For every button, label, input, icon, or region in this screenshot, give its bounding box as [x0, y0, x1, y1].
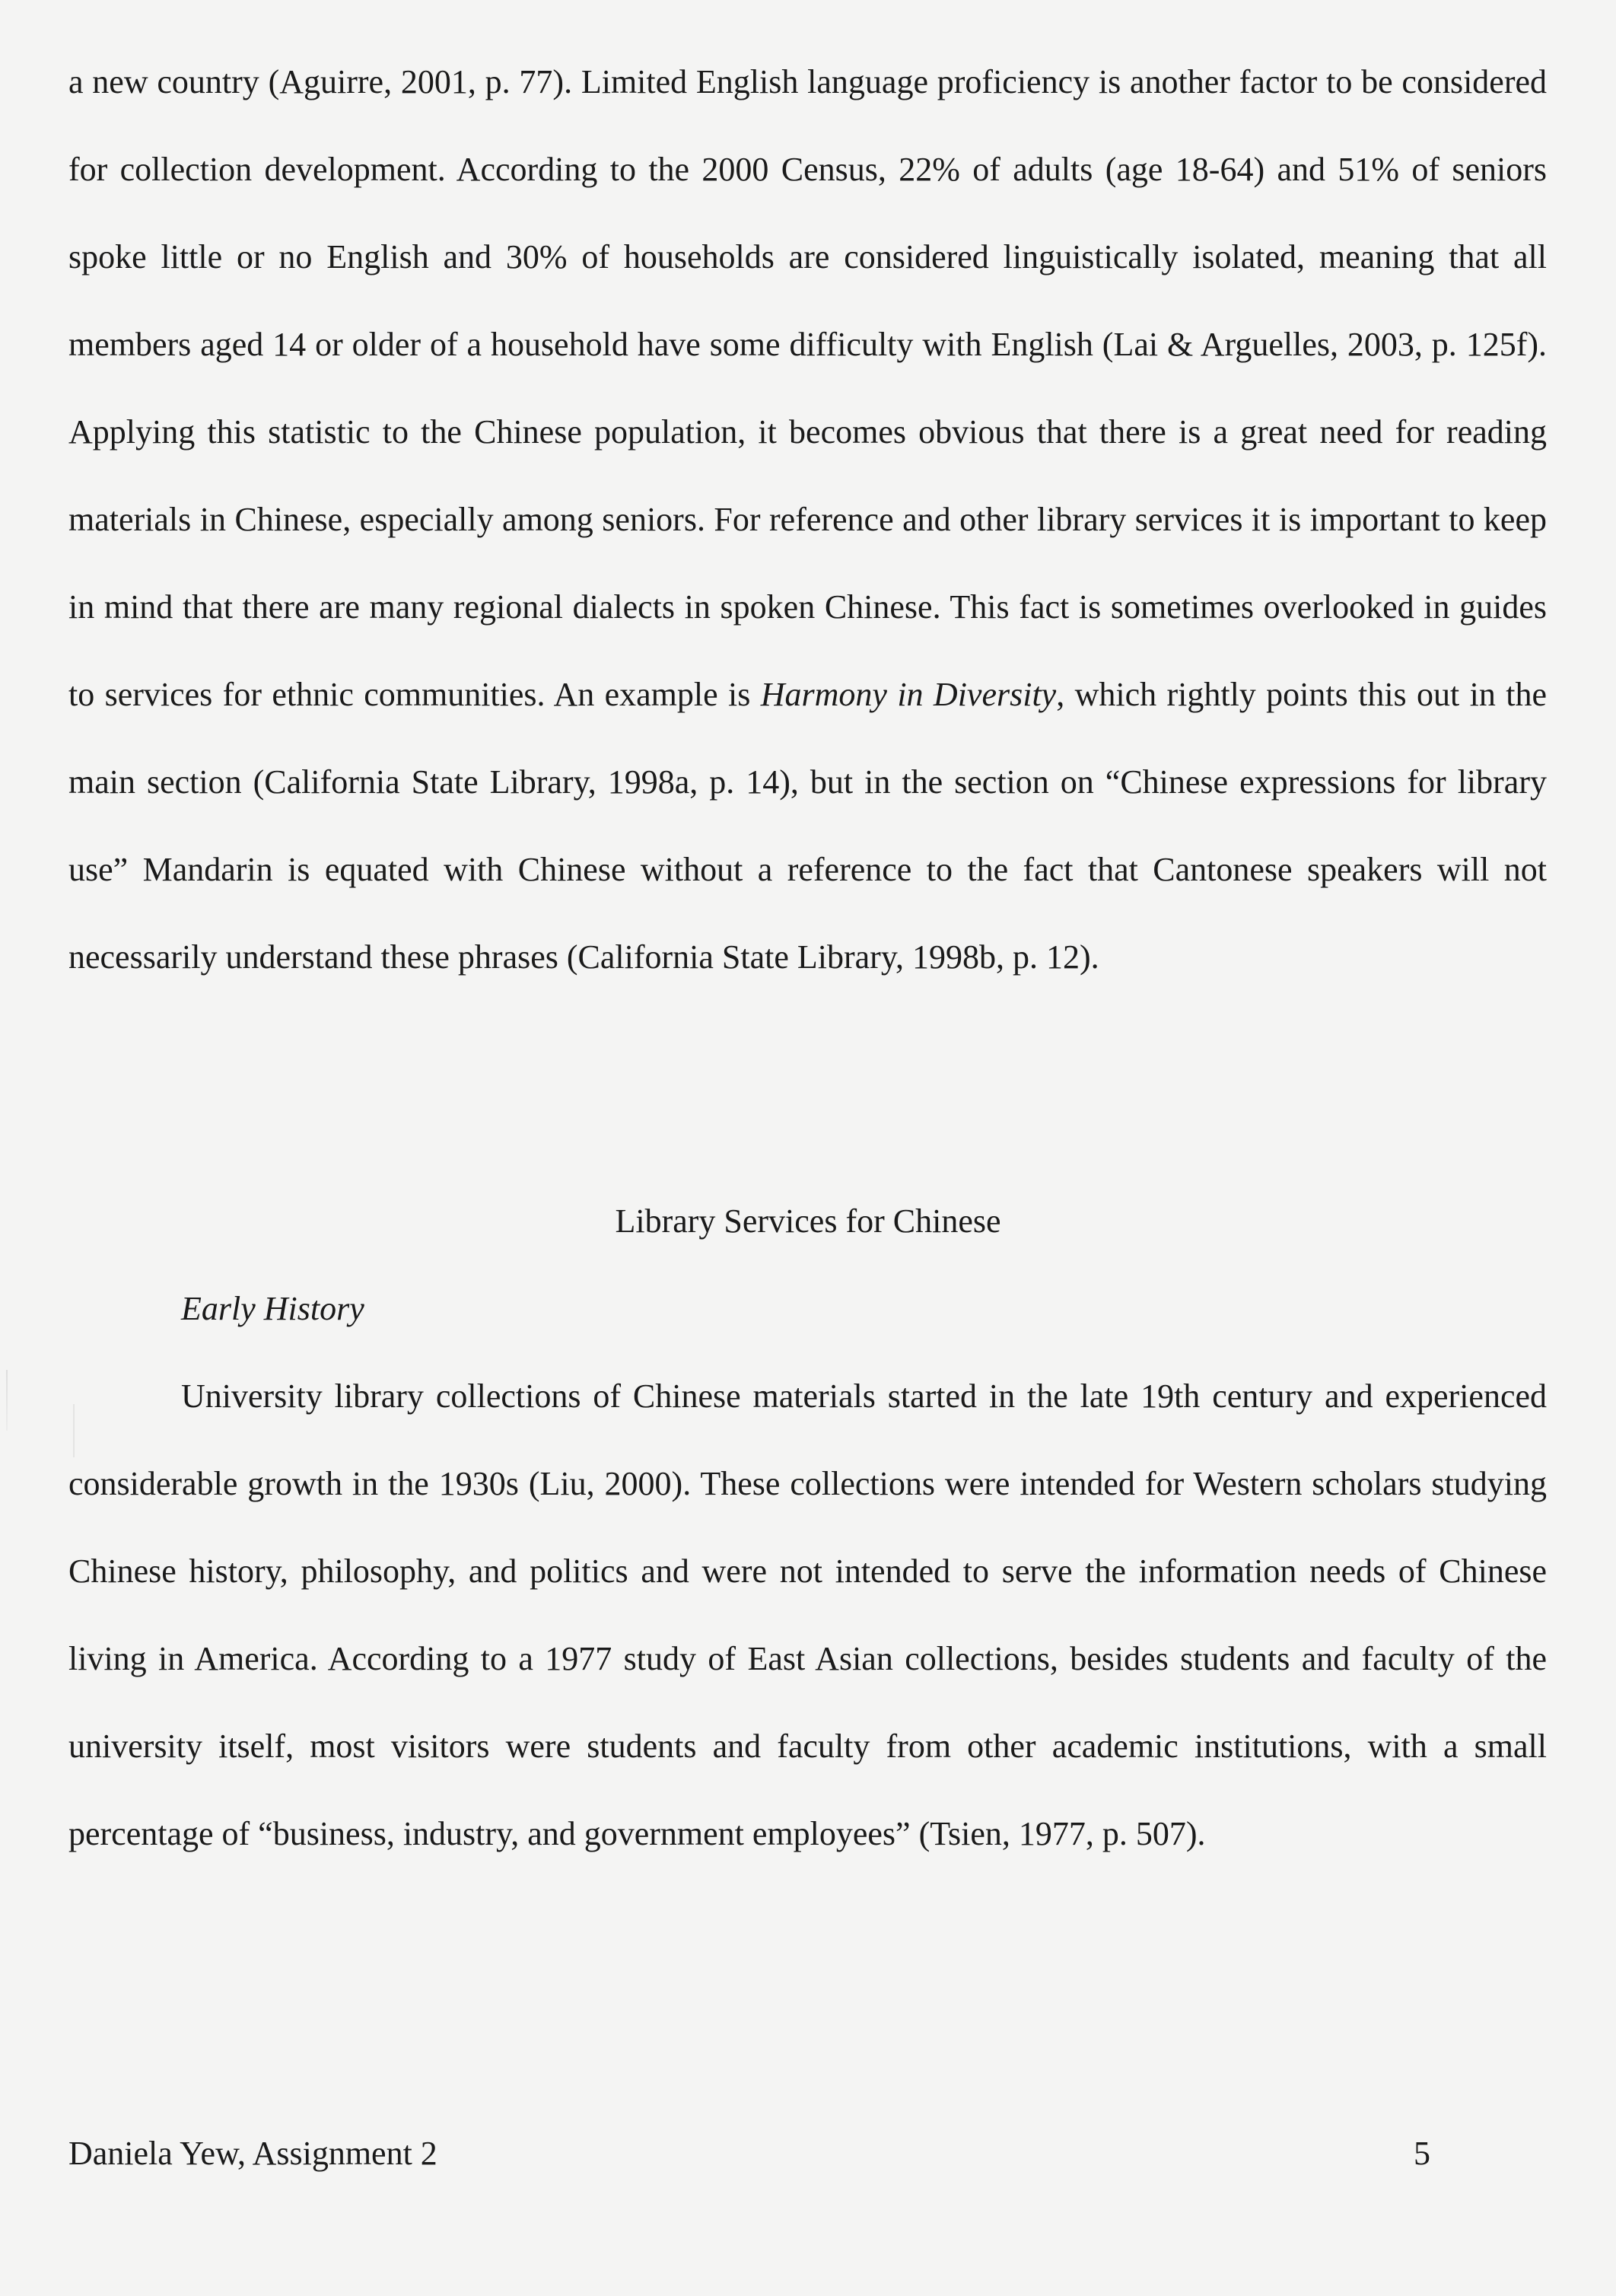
footer-author: Daniela Yew, Assignment 2 [68, 2135, 437, 2172]
paragraph-text: a new country (Aguirre, 2001, p. 77). Limited English language proficiency is another factor to be considered for collection development. According to the 2000 Census, 22% of adults (age 18-64) and 51% of seniors spoke little or no English and 30% of households are considered linguistically isolated, meaning that all members aged 14 or older of a household have some difficulty with English (Lai & Arguelles, 2003, p. 125f). Applying this statistic to the Chinese population, it becomes obvious that there is a great need for reading materials in Chinese, especially among seniors. For reference and other library services it is important to keep in mind that there are many regional dialects in spoken Chinese. This fact is sometimes overlooked in guides to services for ethnic communities. An example is [68, 63, 1547, 713]
section-heading: Library Services for Chinese [615, 1202, 1001, 1240]
scan-margin-mark [6, 1370, 8, 1431]
page-number: 5 [1414, 2135, 1430, 2172]
body-paragraph: University library collections of Chinese materials started in the late 19th century and experienced considerable growth in the 1930s (Liu, 2000). These collections were intended for Western scholars studying Chinese history, philosophy, and politics and were not intended to serve the information needs of Chinese living in America. According to a 1977 study of East Asian collections, besides students and faculty of the university itself, most visitors were students and faculty from other academic institutions, with a small percentage of “business, industry, and government employees” (Tsien, 1977, p. 507). [68, 1377, 1547, 1852]
subsection-heading: Early History [181, 1290, 364, 1327]
paragraph-text: , which rightly points this out in the main section (California State Library, 1998a, p. 14), but in the section on “Chinese expressions for library use” Mandarin is equated with Chinese without a reference to the fact that Cantonese speakers will not necessarily understand these phrases (California State Library, 1998b, p. 12). [68, 676, 1547, 976]
italic-title: Harmony in Diversity [760, 676, 1057, 713]
body-paragraph [68, 38, 1547, 1001]
